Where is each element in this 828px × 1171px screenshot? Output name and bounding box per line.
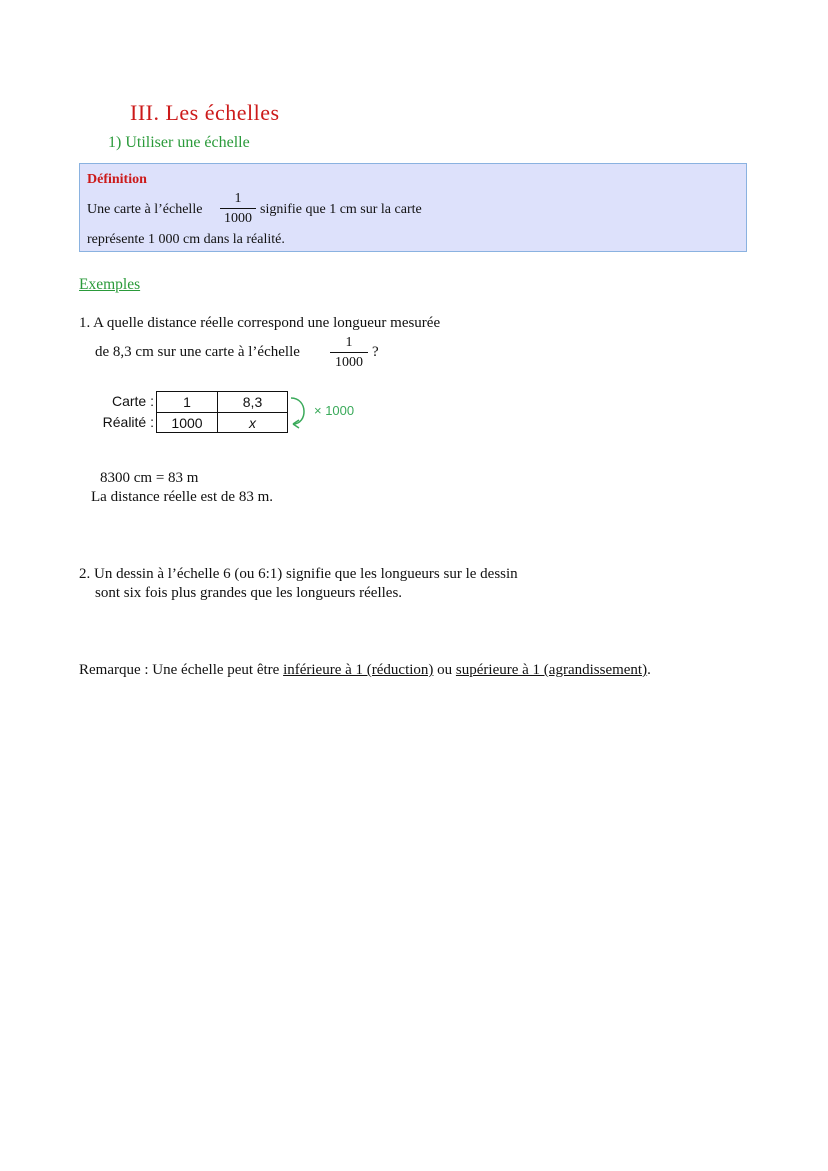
remark-suffix: . <box>647 662 651 678</box>
example1-question-mark: ? <box>372 344 379 360</box>
table-cell: 1 <box>183 394 191 410</box>
table-row-label-carte: Carte : <box>111 393 154 409</box>
multiplier-label: × 1000 <box>314 403 355 418</box>
fraction-denominator: 1000 <box>224 211 252 226</box>
table-row-label-realite: Réalité : <box>102 414 154 430</box>
remark <box>79 662 651 679</box>
definition-label: Définition <box>87 172 147 187</box>
table-cell: 8,3 <box>242 394 263 410</box>
table-cell: 1000 <box>171 415 203 431</box>
example1-result-line1: 8300 cm = 83 m <box>100 470 199 486</box>
example1-question-line1: 1. A quelle distance réelle correspond une longueur mesurée <box>79 315 441 331</box>
proportion-table <box>156 391 288 433</box>
definition-text-start: Une carte à l’échelle <box>87 202 203 217</box>
examples-label: Exemples <box>79 276 141 293</box>
subsection-title: 1) Utiliser une échelle <box>108 134 250 151</box>
example2-line1: 2. Un dessin à l’échelle 6 (ou 6:1) signifie que les longueurs sur le dessin <box>79 566 518 582</box>
example1-result-line2: La distance réelle est de 83 m. <box>91 489 274 505</box>
curved-arrow-icon <box>288 392 314 432</box>
example2-line2: sont six fois plus grandes que les longueurs réelles. <box>95 585 403 601</box>
table-cell: x <box>249 415 256 431</box>
definition-box <box>79 163 747 252</box>
remark-prefix: Remarque : Une échelle peut être <box>79 662 284 678</box>
remark-enlargement: supérieure à 1 (agrandissement) <box>455 662 648 678</box>
table-divider <box>157 412 287 413</box>
remark-reduction: inférieure à 1 (réduction) <box>283 662 434 678</box>
fraction-denominator: 1000 <box>335 355 363 370</box>
fraction-numerator: 1 <box>345 335 353 350</box>
definition-fraction <box>220 190 256 227</box>
example1-question-line2: de 8,3 cm sur une carte à l’échelle <box>95 344 300 360</box>
fraction-bar <box>330 352 368 353</box>
remark-middle: ou <box>433 662 456 678</box>
fraction-numerator: 1 <box>234 191 242 206</box>
example1-fraction <box>330 334 368 371</box>
fraction-bar <box>220 208 256 209</box>
section-title: III. Les échelles <box>130 100 280 125</box>
definition-text-line2: représente 1 000 cm dans la réalité. <box>87 232 285 247</box>
definition-text-end: signifie que 1 cm sur la carte <box>260 202 422 217</box>
